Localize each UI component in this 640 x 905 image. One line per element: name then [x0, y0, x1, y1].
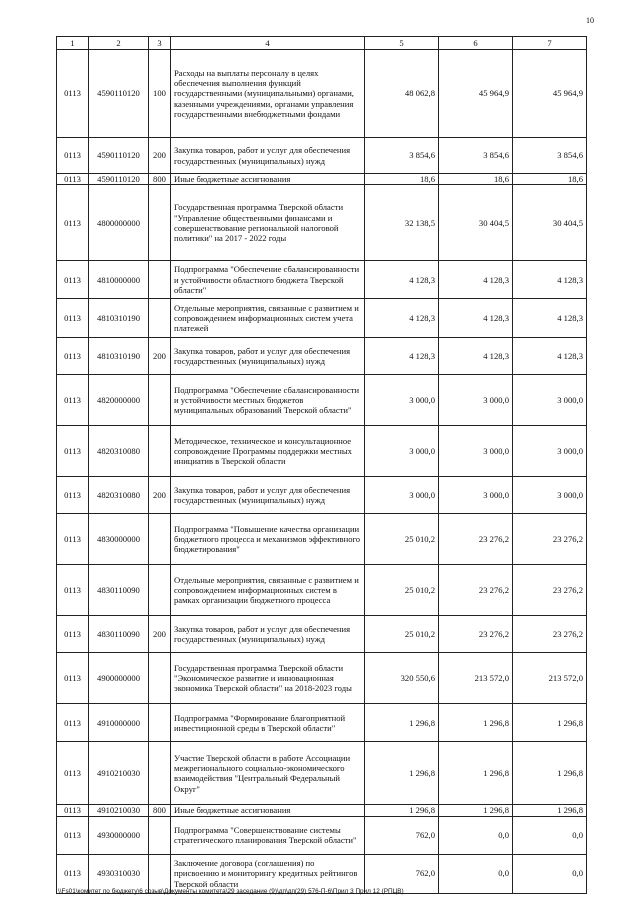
- header-cell: 5: [365, 37, 439, 50]
- section-code-cell: 0113: [57, 426, 89, 477]
- section-code-cell: 0113: [57, 50, 89, 138]
- amount-cell: 4 128,3: [365, 261, 439, 299]
- section-code-cell: 0113: [57, 854, 89, 893]
- amount-cell: 4 128,3: [439, 261, 513, 299]
- amount-cell: 18,6: [439, 174, 513, 185]
- table-row: [57, 138, 587, 174]
- target-article-cell: 4820000000: [89, 375, 149, 426]
- item-name-cell: Закупка товаров, работ и услуг для обеспечения государственных (муниципальных) нужд: [171, 138, 365, 174]
- item-name-cell: Методическое, техническое и консультационное сопровождение Программы поддержки местных инициатив в Тверской области: [171, 426, 365, 477]
- item-name-cell: Расходы на выплаты персоналу в целях обеспечения выполнения функций государственными (муниципальными) органами, казенными учреждениями, органами управления государственными внебюджетными фондами: [171, 50, 365, 138]
- section-code-cell: 0113: [57, 138, 89, 174]
- item-name-cell: Закупка товаров, работ и услуг для обеспечения государственных (муниципальных) нужд: [171, 477, 365, 514]
- amount-cell: 0,0: [439, 854, 513, 893]
- item-name-cell: Иные бюджетные ассигнования: [171, 174, 365, 185]
- header-cell: 3: [149, 37, 171, 50]
- expense-type-cell: 200: [149, 138, 171, 174]
- table-row: [57, 299, 587, 338]
- item-name-cell: Участие Тверской области в работе Ассоциации межрегионального социально-экономического взаимодействия "Центральный Федеральный Округ": [171, 742, 365, 805]
- target-article-cell: 4810000000: [89, 261, 149, 299]
- section-code-cell: 0113: [57, 174, 89, 185]
- amount-cell: 23 276,2: [513, 514, 587, 565]
- amount-cell: 213 572,0: [439, 653, 513, 704]
- amount-cell: 320 550,6: [365, 653, 439, 704]
- item-name-cell: Отдельные мероприятия, связанные с развитием и сопровождением информационных систем учета платежей: [171, 299, 365, 338]
- file-path-footer: \\Fs01\комитет по бюджету\6 созыв\Документы комитета\29 заседание (9)\дп\дп(29) 576-П-6\Прил 3 Прил 12 (РПЦВ): [58, 888, 404, 895]
- table-row: [57, 742, 587, 805]
- table-row: [57, 174, 587, 185]
- target-article-cell: 4590110120: [89, 174, 149, 185]
- target-article-cell: 4910000000: [89, 704, 149, 742]
- amount-cell: 1 296,8: [439, 704, 513, 742]
- item-name-cell: Государственная программа Тверской области "Управление общественными финансами и совершенствование региональной налоговой политики" на 2017 - 2022 годы: [171, 185, 365, 261]
- table-row: [57, 514, 587, 565]
- amount-cell: 1 296,8: [439, 805, 513, 816]
- table-row: [57, 477, 587, 514]
- table-header-row: [57, 37, 587, 50]
- section-code-cell: 0113: [57, 477, 89, 514]
- budget-table: [56, 36, 587, 894]
- header-cell: 4: [171, 37, 365, 50]
- amount-cell: 18,6: [365, 174, 439, 185]
- amount-cell: 45 964,9: [513, 50, 587, 138]
- item-name-cell: Закупка товаров, работ и услуг для обеспечения государственных (муниципальных) нужд: [171, 338, 365, 375]
- item-name-cell: Заключение договора (соглашения) по присвоению и мониторингу кредитных рейтингов Тверской области: [171, 854, 365, 893]
- item-name-cell: Подпрограмма "Совершенствование системы стратегического планирования Тверской области": [171, 816, 365, 854]
- amount-cell: 0,0: [439, 816, 513, 854]
- header-cell: 1: [57, 37, 89, 50]
- expense-type-cell: [149, 261, 171, 299]
- amount-cell: 48 062,8: [365, 50, 439, 138]
- expense-type-cell: [149, 426, 171, 477]
- amount-cell: 0,0: [513, 816, 587, 854]
- table-row: [57, 338, 587, 375]
- amount-cell: 3 854,6: [365, 138, 439, 174]
- section-code-cell: 0113: [57, 816, 89, 854]
- amount-cell: 25 010,2: [365, 514, 439, 565]
- amount-cell: 1 296,8: [513, 742, 587, 805]
- table-row: [57, 805, 587, 816]
- target-article-cell: 4830000000: [89, 514, 149, 565]
- amount-cell: 0,0: [513, 854, 587, 893]
- amount-cell: 23 276,2: [513, 616, 587, 653]
- amount-cell: 23 276,2: [439, 565, 513, 616]
- amount-cell: 3 000,0: [513, 375, 587, 426]
- item-name-cell: Отдельные мероприятия, связанные с развитием и сопровождением информационных систем в рамках организации бюджетного процесса: [171, 565, 365, 616]
- amount-cell: 4 128,3: [513, 261, 587, 299]
- expense-type-cell: [149, 704, 171, 742]
- header-cell: 2: [89, 37, 149, 50]
- item-name-cell: Иные бюджетные ассигнования: [171, 805, 365, 816]
- target-article-cell: 4930000000: [89, 816, 149, 854]
- item-name-cell: Подпрограмма "Повышение качества организации бюджетного процесса и механизмов эффективного бюджетирования": [171, 514, 365, 565]
- expense-type-cell: [149, 375, 171, 426]
- page-number: 10: [586, 16, 594, 25]
- section-code-cell: 0113: [57, 514, 89, 565]
- amount-cell: 1 296,8: [365, 704, 439, 742]
- amount-cell: 762,0: [365, 816, 439, 854]
- table-row: [57, 426, 587, 477]
- amount-cell: 1 296,8: [365, 805, 439, 816]
- expense-type-cell: 800: [149, 174, 171, 185]
- item-name-cell: Закупка товаров, работ и услуг для обеспечения государственных (муниципальных) нужд: [171, 616, 365, 653]
- table-row: [57, 261, 587, 299]
- amount-cell: 3 000,0: [513, 477, 587, 514]
- section-code-cell: 0113: [57, 375, 89, 426]
- amount-cell: 23 276,2: [513, 565, 587, 616]
- section-code-cell: 0113: [57, 185, 89, 261]
- amount-cell: 3 000,0: [439, 477, 513, 514]
- target-article-cell: 4810310190: [89, 299, 149, 338]
- amount-cell: 3 000,0: [365, 477, 439, 514]
- target-article-cell: 4590110120: [89, 138, 149, 174]
- expense-type-cell: 800: [149, 805, 171, 816]
- target-article-cell: 4800000000: [89, 185, 149, 261]
- amount-cell: 4 128,3: [513, 299, 587, 338]
- expense-type-cell: [149, 514, 171, 565]
- table-row: [57, 704, 587, 742]
- amount-cell: 213 572,0: [513, 653, 587, 704]
- amount-cell: 30 404,5: [439, 185, 513, 261]
- item-name-cell: Подпрограмма "Формирование благоприятной инвестиционной среды в Тверской области": [171, 704, 365, 742]
- amount-cell: 3 854,6: [513, 138, 587, 174]
- amount-cell: 762,0: [365, 854, 439, 893]
- expense-type-cell: [149, 185, 171, 261]
- amount-cell: 32 138,5: [365, 185, 439, 261]
- header-cell: 7: [513, 37, 587, 50]
- amount-cell: 45 964,9: [439, 50, 513, 138]
- target-article-cell: 4900000000: [89, 653, 149, 704]
- target-article-cell: 4820310080: [89, 477, 149, 514]
- table-row: [57, 616, 587, 653]
- amount-cell: 25 010,2: [365, 616, 439, 653]
- amount-cell: 18,6: [513, 174, 587, 185]
- amount-cell: 1 296,8: [513, 704, 587, 742]
- expense-type-cell: 100: [149, 50, 171, 138]
- target-article-cell: 4910210030: [89, 805, 149, 816]
- expense-type-cell: [149, 299, 171, 338]
- amount-cell: 1 296,8: [365, 742, 439, 805]
- section-code-cell: 0113: [57, 805, 89, 816]
- expense-type-cell: 200: [149, 616, 171, 653]
- table-row: [57, 653, 587, 704]
- table-row: [57, 185, 587, 261]
- table-row: [57, 565, 587, 616]
- target-article-cell: 4830110090: [89, 565, 149, 616]
- section-code-cell: 0113: [57, 742, 89, 805]
- amount-cell: 25 010,2: [365, 565, 439, 616]
- expense-type-cell: [149, 742, 171, 805]
- item-name-cell: Государственная программа Тверской области "Экономическое развитие и инновационная экономика Тверской области" на 2018-2023 годы: [171, 653, 365, 704]
- table-row: [57, 375, 587, 426]
- amount-cell: 4 128,3: [439, 338, 513, 375]
- amount-cell: 4 128,3: [513, 338, 587, 375]
- target-article-cell: 4590110120: [89, 50, 149, 138]
- header-cell: 6: [439, 37, 513, 50]
- section-code-cell: 0113: [57, 299, 89, 338]
- item-name-cell: Подпрограмма "Обеспечение сбалансированности и устойчивости местных бюджетов муниципальных образований Тверской области": [171, 375, 365, 426]
- table-row: [57, 50, 587, 138]
- target-article-cell: 4930310030: [89, 854, 149, 893]
- amount-cell: 4 128,3: [439, 299, 513, 338]
- target-article-cell: 4910210030: [89, 742, 149, 805]
- expense-type-cell: 200: [149, 338, 171, 375]
- item-name-cell: Подпрограмма "Обеспечение сбалансированности и устойчивости областного бюджета Тверской области": [171, 261, 365, 299]
- section-code-cell: 0113: [57, 565, 89, 616]
- section-code-cell: 0113: [57, 704, 89, 742]
- expense-type-cell: 200: [149, 477, 171, 514]
- target-article-cell: 4820310080: [89, 426, 149, 477]
- amount-cell: 3 000,0: [365, 426, 439, 477]
- section-code-cell: 0113: [57, 616, 89, 653]
- section-code-cell: 0113: [57, 338, 89, 375]
- target-article-cell: 4830110090: [89, 616, 149, 653]
- amount-cell: 1 296,8: [513, 805, 587, 816]
- amount-cell: 23 276,2: [439, 616, 513, 653]
- amount-cell: 23 276,2: [439, 514, 513, 565]
- expense-type-cell: [149, 653, 171, 704]
- target-article-cell: 4810310190: [89, 338, 149, 375]
- table-row: [57, 816, 587, 854]
- amount-cell: 3 000,0: [439, 375, 513, 426]
- amount-cell: 3 000,0: [365, 375, 439, 426]
- amount-cell: 1 296,8: [439, 742, 513, 805]
- amount-cell: 4 128,3: [365, 299, 439, 338]
- section-code-cell: 0113: [57, 261, 89, 299]
- amount-cell: 30 404,5: [513, 185, 587, 261]
- section-code-cell: 0113: [57, 653, 89, 704]
- amount-cell: 3 000,0: [513, 426, 587, 477]
- expense-type-cell: [149, 565, 171, 616]
- amount-cell: 4 128,3: [365, 338, 439, 375]
- amount-cell: 3 854,6: [439, 138, 513, 174]
- amount-cell: 3 000,0: [439, 426, 513, 477]
- expense-type-cell: [149, 816, 171, 854]
